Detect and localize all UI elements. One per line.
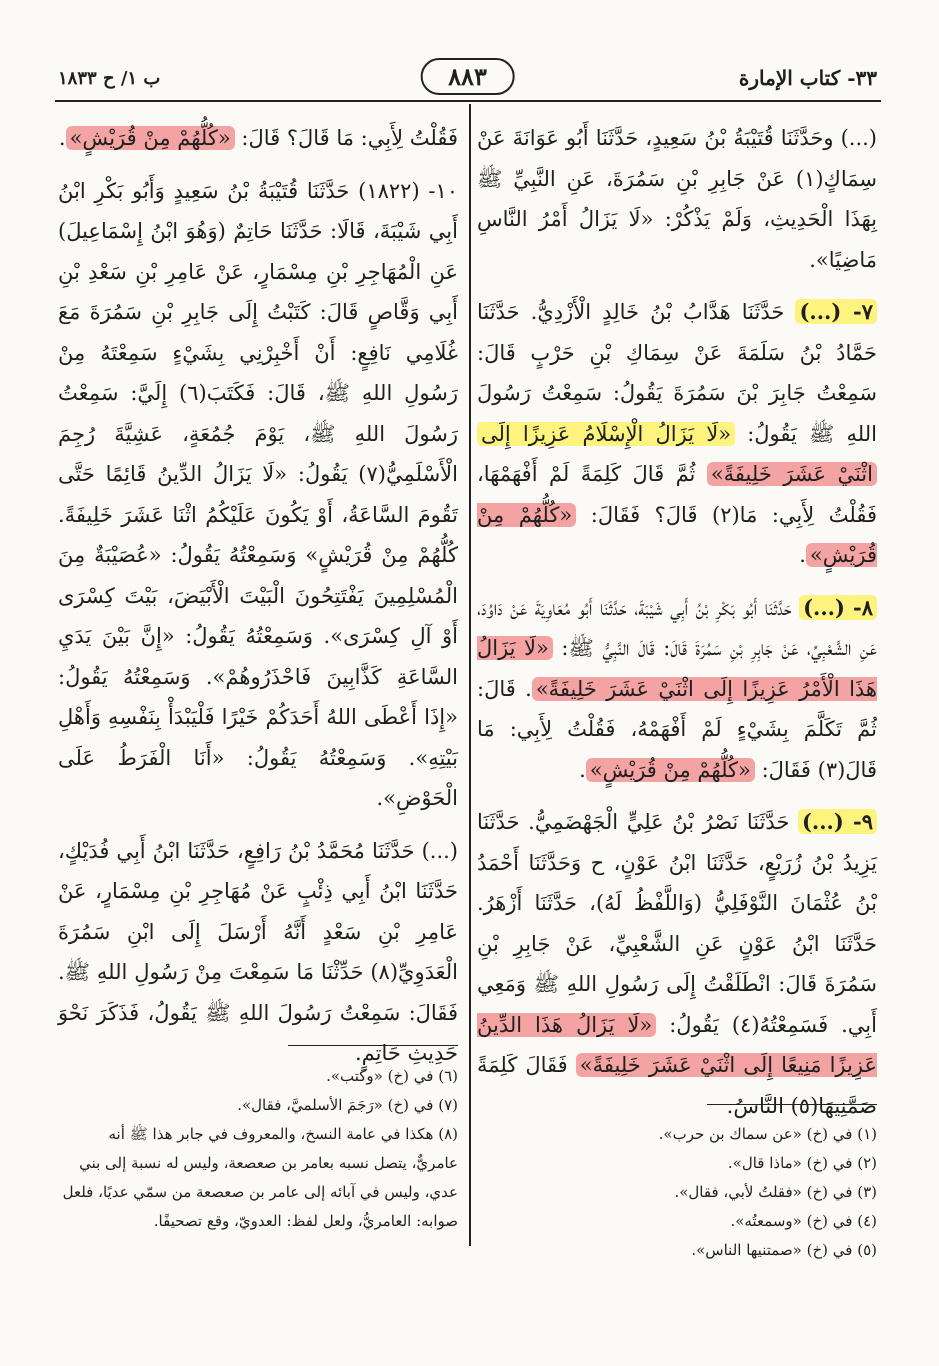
highlight-pink: اثْنَيْ عَشَرَ خَلِيفَةً» xyxy=(707,462,877,486)
hadith-9: ٩- (...) حَدَّثَنَا نَصْرُ بْنُ عَلِيٍّ الْجَهْضَمِيُّ. حَدَّثَنَا يَزِيدُ بْنُ زُرَيْعٍ، حَدَّثَنَا ابْنُ عَوْنٍ، ح وَحَدَّثَنَا أَحْمَدُ بْنُ عُثْمَانَ النَّوْفَلِيُّ (وَاللَّفْظُ لَهُ)، حَدَّثَنَا أَزْهَرُ. حَدَّثَنَا ابْنُ عَوْنٍ عَنِ الشَّعْبِيِّ، عَنْ جَابِرِ بْنِ سَمُرَةَ قَالَ: انْطَلَقْتُ إِلَى رَسُولِ اللهِ ﷺ وَمَعِي أَبِي. فَسَمِعْتُهُ(٤) يَقُولُ: «لَا يَزَالُ هَذَا الدِّينُ عَزِيزًا مَنِيعًا إِلَى اثْنَيْ عَشَرَ خَلِيفَةً» فَقَالَ كَلِمَةً صَمَّنِيهَا(٥) النَّاسُ. xyxy=(477,809,877,1118)
column-divider xyxy=(469,104,471,1246)
hadith-number: ٩- (...) xyxy=(798,809,877,834)
right-column xyxy=(477,118,877,1138)
page-header xyxy=(58,58,877,98)
highlight-yellow: «لَا يَزَالُ الْإِسْلَامُ عَزِيزًا إِلَى xyxy=(477,422,735,446)
highlight-pink: «كُلُّهُمْ مِنْ قُرَيْشٍ» xyxy=(477,502,877,567)
page-number: ٨٨٣ xyxy=(420,58,515,95)
paragraph: (...) حَدَّثَنَا مُحَمَّدُ بْنُ رَافِعٍ، حَدَّثَنَا ابْنُ أَبِي فُدَيْكٍ، حَدَّثَنَا ابْنُ أَبِي ذِئْبٍ عَنْ مُهَاجِرِ بْنِ مِسْمَارٍ، عَنْ عَامِرِ بْنِ سَعْدٍ أَنَّهُ أَرْسَلَ إِلَى ابْنِ سَمُرَةَ الْعَدَوِيِّ(٨) حَدِّثْنَا مَا سَمِعْتَ مِنْ رَسُولِ اللهِ ﷺ. فَقَالَ: سَمِعْتُ رَسُولَ اللهِ ﷺ يَقُولُ، فَذَكَرَ نَحْوَ حَدِيثِ حَاتِمٍ. xyxy=(58,838,458,1065)
footnote: (٨) هكذا في عامة النسخ، والمعروف في جابر هذا ﷺ أنه عامريٌّ، يتصل نسبه بعامر بن صعصعة، وليس له نسبة إلى بني عدي، وليس في آبائه إلى عامر بن صعصعة من سمّي عديًا، فلعل صوابه: العامريُّ، ولعل لفظ: العدويّ، وقع تصحيفًا. xyxy=(62,1125,458,1230)
highlight-pink: «لَا يَزَالُ هَذَا الْأَمْرُ عَزِيزًا إِلَى اثْنَيْ عَشَرَ خَلِيفَةً» xyxy=(477,636,878,701)
hadith-8: ٨- (...) حَدَّثَنَا أَبُو بَكْرِ بْنُ أَبِي شَيْبَةَ، حَدَّثَنَا أَبُو مُعَاوِيَةَ عَنْ دَاوُدَ، عَنِ الشَّعْبِيِّ، عَنْ جَابِرِ بْنِ سَمُرَةَ قَالَ: قَالَ النَّبِيُّ ﷺ: «لَا يَزَالُ هَذَا الْأَمْرُ عَزِيزًا إِلَى اثْنَيْ عَشَرَ خَلِيفَةً». قَالَ: ثُمَّ تَكَلَّمَ بِشَيْءٍ لَمْ أَفْهَمْهُ، فَقُلْتُ لِأَبِي: مَا قَالَ(٣) فَقَالَ: «كُلُّهُمْ مِنْ قُرَيْشٍ». xyxy=(477,594,878,782)
footnotes-right xyxy=(477,1120,877,1265)
header-rule xyxy=(55,100,881,102)
footnote: (٧) في (خ) «رَجَمَ الأسلميَّ، فقال». xyxy=(237,1096,458,1114)
footnote: (٥) في (خ) «صمتنيها الناس». xyxy=(691,1241,877,1259)
footnotes-left xyxy=(58,1062,458,1236)
paragraph: فَقُلْتُ لِأَبِي: مَا قَالَ؟ قَالَ: «كُلُّهُمْ مِنْ قُرَيْشٍ». xyxy=(58,126,458,150)
highlight-pink: «كُلُّهُمْ مِنْ قُرَيْشٍ» xyxy=(586,758,755,782)
footnote: (٦) في (خ) «وكتب». xyxy=(326,1067,458,1085)
paragraph: (...) وحَدَّثَنَا قُتَيْبَةُ بْنُ سَعِيدٍ، حَدَّثَنَا أَبُو عَوَانَةَ عَنْ سِمَاكٍ(١) عَنْ جَابِرِ بْنِ سَمُرَةَ، عَنِ النَّبِيِّ ﷺ بِهَذَا الْحَدِيثِ، وَلَمْ يَذْكُرْ: «لَا يَزَالُ أَمْرُ النَّاسِ مَاضِيًا». xyxy=(477,126,877,272)
left-column xyxy=(58,118,458,1086)
hadith-reference: ب ١/ ح ١٨٣٣ xyxy=(58,68,161,89)
highlight-pink: «لَا يَزَالُ هَذَا الدِّينُ عَزِيزًا مَنِيعًا إِلَى اثْنَيْ عَشَرَ خَلِيفَةً» xyxy=(477,1012,877,1077)
footnote-rule xyxy=(288,1045,458,1046)
footnote: (١) في (خ) «عن سماك بن حرب». xyxy=(658,1125,877,1143)
footnote-rule xyxy=(707,1104,877,1105)
hadith-number: ٨- (...) xyxy=(799,595,877,620)
footnote: (٢) في (خ) «ماذا قال». xyxy=(727,1154,877,1172)
highlight-pink: «كُلُّهُمْ مِنْ قُرَيْشٍ» xyxy=(66,126,235,150)
hadith-10: ١٠- (١٨٢٢) حَدَّثَنَا قُتَيْبَةُ بْنُ سَعِيدٍ وَأَبُو بَكْرِ ابْنُ أَبِي شَيْبَةَ، قَالَا: حَدَّثَنَا حَاتِمٌ (وَهُوَ ابْنُ إِسْمَاعِيلَ) عَنِ الْمُهَاجِرِ بْنِ مِسْمَارٍ، عَنْ عَامِرِ بْنِ سَعْدِ بْنِ أَبِي وَقَّاصٍ قَالَ: كَتَبْتُ إِلَى جَابِرِ بْنِ سَمُرَةَ مَعَ غُلَامِي نَافِعٍ: أَنْ أَخْبِرْنِي بِشَيْءٍ سَمِعْتَهُ مِنْ رَسُولِ اللهِ ﷺ، قَالَ: فَكَتَبَ(٦) إِلَيَّ: سَمِعْتُ رَسُولَ اللهِ ﷺ، يَوْمَ جُمُعَةٍ، عَشِيَّةَ رُجِمَ الْأَسْلَمِيُّ(٧) يَقُولُ: «لَا يَزَالُ الدِّينُ قَائِمًا حَتَّى تَقُومَ السَّاعَةُ، أَوْ يَكُونَ عَلَيْكُمُ اثْنَا عَشَرَ خَلِيفَةً. كُلُّهُمْ مِنْ قُرَيْشٍ» وَسَمِعْتُهُ يَقُولُ: «عُصَيْبَةٌ مِنَ الْمُسْلِمِينَ يَفْتَتِحُونَ الْبَيْتَ الْأَبْيَضَ، بَيْتَ كِسْرَى أَوْ آلِ كِسْرَى». وَسَمِعْتُهُ يَقُولُ: «إِنَّ بَيْنَ يَدَيِ السَّاعَةِ كَذَّابِينَ فَاحْذَرُوهُمْ». وَسَمِعْتُهُ يَقُولُ: «إِذَا أَعْطَى اللهُ أَحَدَكُمْ خَيْرًا فَلْيَبْدَأْ بِنَفْسِهِ وَأَهْلِ بَيْتِهِ». وَسَمِعْتُهُ يَقُولُ: «أَنَا الْفَرَطُ عَلَى الْحَوْضِ». xyxy=(58,178,458,810)
chapter-title: ٣٣- كتاب الإمارة xyxy=(738,66,877,90)
footnote: (٤) في (خ) «وسمعتُه». xyxy=(730,1212,877,1230)
hadith-7: ٧- (...) حَدَّثَنَا هَدَّابُ بْنُ خَالِدٍ الْأَزْدِيُّ. حَدَّثَنَا حَمَّادُ بْنُ سَلَمَةَ عَنْ سِمَاكِ بْنِ حَرْبٍ قَالَ: سَمِعْتُ جَابِرَ بْنَ سَمُرَةَ يَقُولُ: سَمِعْتُ رَسُولَ اللهِ ﷺ يَقُولُ: «لَا يَزَالُ الْإِسْلَامُ عَزِيزًا إِلَى اثْنَيْ عَشَرَ خَلِيفَةً» ثُمَّ قَالَ كَلِمَةً لَمْ أَفْهَمْهَا، فَقُلْتُ لِأَبِي: مَا(٢) قَالَ؟ فَقَالَ: «كُلُّهُمْ مِنْ قُرَيْشٍ». xyxy=(477,299,877,567)
footnote: (٣) في (خ) «فقلتُ لأبي، فقال». xyxy=(674,1183,877,1201)
hadith-number: ٧- (...) xyxy=(795,299,877,324)
